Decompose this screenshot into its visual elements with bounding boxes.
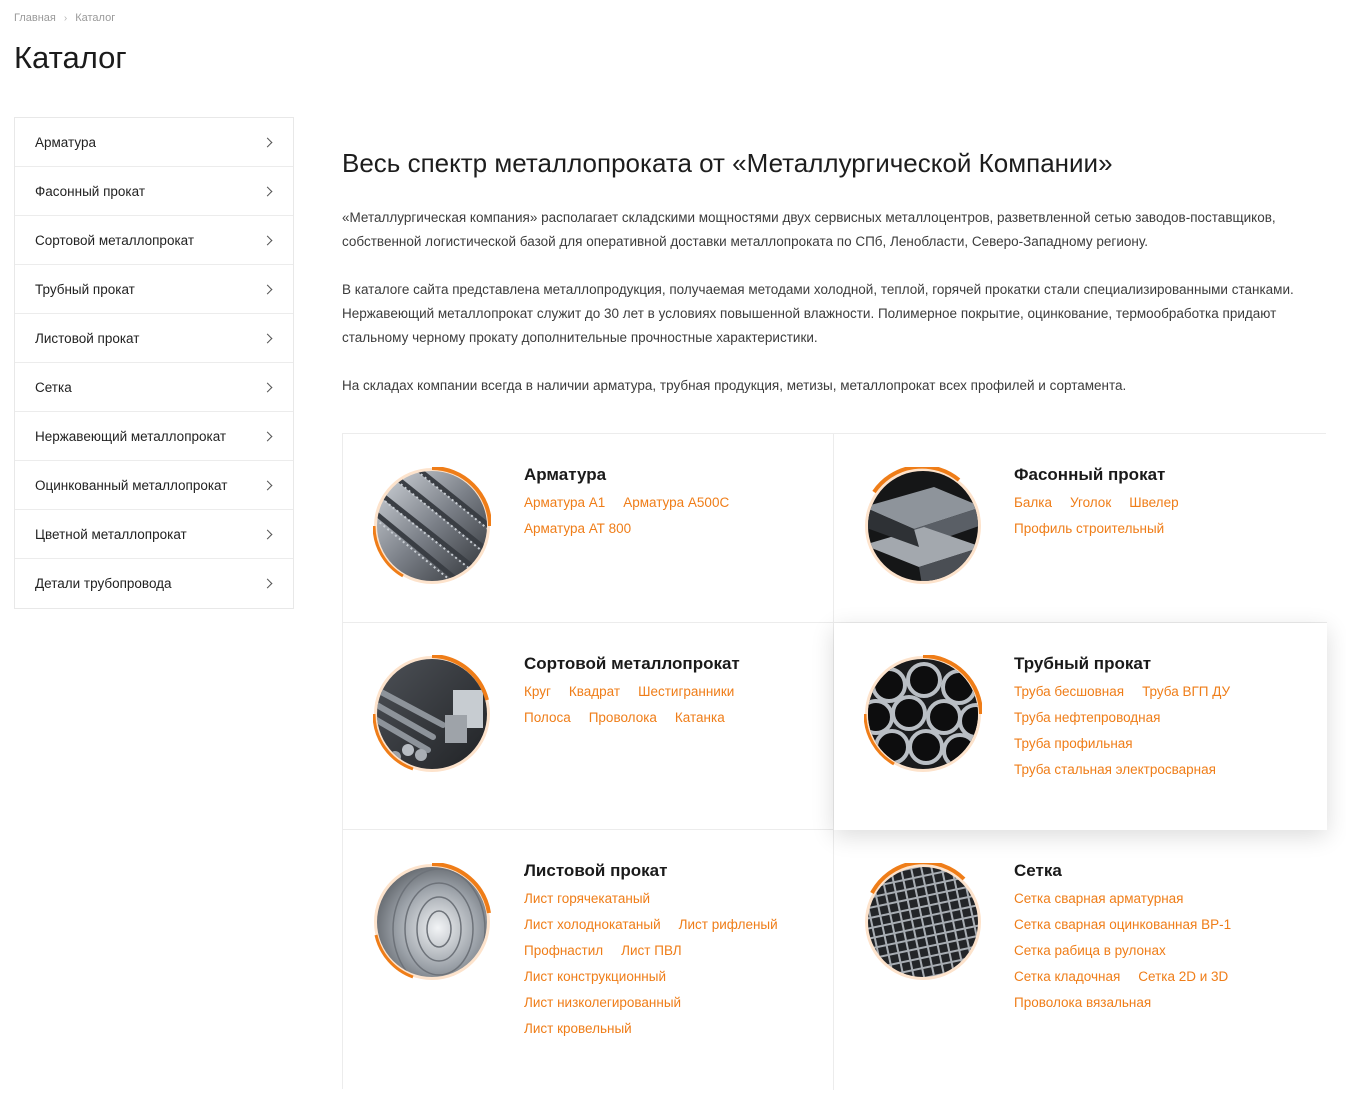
chevron-right-icon (263, 382, 273, 392)
category-link[interactable]: Труба нефтепроводная (1014, 709, 1161, 725)
category-links (524, 489, 803, 541)
category-link[interactable]: Уголок (1069, 494, 1112, 510)
intro-paragraph: В каталоге сайта представлена металлопродукция, получаемая методами холодной, теплой, горячей прокатки стали специализированными станками. Нержавеющий металлопрокат служит до 30 лет в условиях повышенной влажности. Полимерное покрытие, оцинкование, термообработка придают стальному черному прокату дополнительные прочностные характеристики. (342, 282, 1294, 345)
chevron-right-icon (263, 431, 273, 441)
channel-beam-image[interactable] (864, 467, 982, 585)
category-links (524, 678, 803, 730)
category-info (524, 465, 803, 541)
page-title: Каталог (14, 40, 127, 75)
category-link[interactable]: Катанка (674, 709, 725, 725)
sidebar-item-label: Нержавеющий металлопрокат (35, 428, 227, 444)
sidebar-item-shaped[interactable] (15, 167, 293, 216)
chevron-right-icon (263, 579, 273, 589)
category-card-pipes (834, 623, 1327, 830)
category-card-shaped (834, 434, 1327, 623)
category-info (524, 861, 803, 1041)
sidebar-item-pipe-fittings[interactable] (15, 559, 293, 608)
category-link[interactable]: Лист холоднокатаный (524, 916, 661, 932)
pipes-image[interactable] (864, 655, 982, 773)
category-link[interactable]: Шестигранники (638, 683, 735, 699)
chevron-right-icon (263, 284, 273, 294)
sidebar-item-label: Трубный прокат (35, 281, 135, 297)
chevron-right-icon (263, 529, 273, 539)
category-link[interactable]: Профиль строительный (1014, 520, 1165, 536)
category-link[interactable]: Арматура А500С (623, 494, 730, 510)
sidebar-item-label: Фасонный прокат (35, 183, 146, 199)
breadcrumb-separator-icon: › (63, 12, 68, 24)
category-link[interactable]: Балка (1014, 494, 1052, 510)
intro-paragraph: «Металлургическая компания» располагает складскими мощностями двух сервисных металлоцентров, разветвленной сетью заводов-поставщиков, собственной логистической базой для оперативной доставки металлопроката по СПб, Ленобласти, Северо-Западному региону. (342, 210, 1276, 249)
category-card-rebar (343, 434, 834, 623)
sidebar-item-label: Цветной металлопрокат (35, 526, 187, 542)
sidebar-item-nonferrous[interactable] (15, 510, 293, 559)
category-links (1014, 489, 1297, 541)
chevron-right-icon (263, 235, 273, 245)
category-link[interactable]: Сетка 2D и 3D (1138, 968, 1229, 984)
category-title[interactable]: Листовой прокат (524, 861, 668, 880)
category-grid (342, 433, 1326, 1089)
sidebar-item-label: Арматура (35, 134, 96, 150)
category-info (1014, 861, 1297, 1015)
category-title[interactable]: Фасонный прокат (1014, 465, 1166, 484)
category-link[interactable]: Проволока (588, 709, 657, 725)
sidebar-item-label: Детали трубопровода (35, 576, 172, 591)
category-link[interactable]: Труба профильная (1014, 735, 1133, 751)
category-link[interactable]: Сетка сварная арматурная (1014, 890, 1184, 906)
category-link[interactable]: Лист горячекатаный (524, 890, 651, 906)
sidebar-item-label: Листовой прокат (35, 330, 140, 346)
sidebar-item-rebar[interactable] (15, 118, 293, 167)
category-title[interactable]: Арматура (524, 465, 607, 484)
category-link[interactable]: Лист рифленый (678, 916, 778, 932)
category-link[interactable]: Лист конструкционный (524, 968, 666, 984)
category-link[interactable]: Квадрат (568, 683, 621, 699)
category-link[interactable]: Сетка сварная оцинкованная ВР-1 (1014, 916, 1232, 932)
sidebar-item-label: Сортовой металлопрокат (35, 232, 195, 248)
section-title: Весь спектр металлопроката от «Металлургической Компании» (342, 148, 1113, 178)
breadcrumb-current: Каталог (75, 12, 116, 24)
category-title[interactable]: Сетка (1014, 861, 1062, 880)
category-link[interactable]: Арматура АТ 800 (524, 520, 632, 536)
category-link[interactable]: Сетка кладочная (1014, 968, 1121, 984)
category-link[interactable]: Полоса (524, 709, 571, 725)
chevron-right-icon (263, 186, 273, 196)
category-card-sheet (343, 830, 834, 1090)
category-link[interactable]: Круг (524, 683, 551, 699)
sheet-coil-image[interactable] (373, 863, 491, 981)
chevron-right-icon (263, 137, 273, 147)
sidebar-item-label: Оцинкованный металлопрокат (35, 477, 228, 493)
category-link[interactable]: Труба стальная электросварная (1014, 761, 1216, 777)
sidebar-item-mesh[interactable] (15, 363, 293, 412)
category-link[interactable]: Труба ВГП ДУ (1142, 683, 1231, 699)
category-card-mesh (834, 830, 1327, 1090)
sidebar-item-sheet[interactable] (15, 314, 293, 363)
category-info (1014, 654, 1297, 782)
category-link[interactable]: Лист низколегированный (524, 994, 682, 1010)
category-link[interactable]: Арматура А1 (524, 494, 606, 510)
chevron-right-icon (263, 333, 273, 343)
chevron-right-icon (263, 480, 273, 490)
breadcrumb-home-link[interactable]: Главная (14, 12, 56, 24)
category-link[interactable]: Проволока вязальная (1014, 994, 1152, 1010)
category-link[interactable]: Лист ПВЛ (621, 942, 682, 958)
category-title[interactable]: Сортовой металлопрокат (524, 654, 740, 673)
sidebar-item-section[interactable] (15, 216, 293, 265)
category-info (524, 654, 803, 730)
sidebar-item-galvanized[interactable] (15, 461, 293, 510)
category-link[interactable]: Труба бесшовная (1014, 683, 1125, 699)
intro-text (342, 206, 1327, 422)
mesh-image[interactable] (864, 863, 982, 981)
breadcrumb (14, 12, 115, 24)
category-link[interactable]: Сетка рабица в рулонах (1014, 942, 1166, 958)
category-link[interactable]: Швелер (1129, 494, 1179, 510)
sidebar-item-pipes[interactable] (15, 265, 293, 314)
category-links (524, 885, 803, 1041)
sidebar-item-label: Сетка (35, 379, 72, 395)
bars-image[interactable] (373, 655, 491, 773)
rebar-image[interactable] (373, 467, 491, 585)
intro-paragraph: На складах компании всегда в наличии арматура, трубная продукция, метизы, металлопрокат всех профилей и сортамента. (342, 378, 1127, 393)
category-title[interactable]: Трубный прокат (1014, 654, 1152, 673)
catalog-sidebar (14, 117, 294, 609)
category-link[interactable]: Профнастил (524, 942, 604, 958)
category-link[interactable]: Лист кровельный (524, 1020, 632, 1036)
category-info (1014, 465, 1297, 541)
category-links (1014, 678, 1297, 782)
category-card-section (343, 623, 834, 830)
sidebar-item-stainless[interactable] (15, 412, 293, 461)
category-links (1014, 885, 1297, 1015)
